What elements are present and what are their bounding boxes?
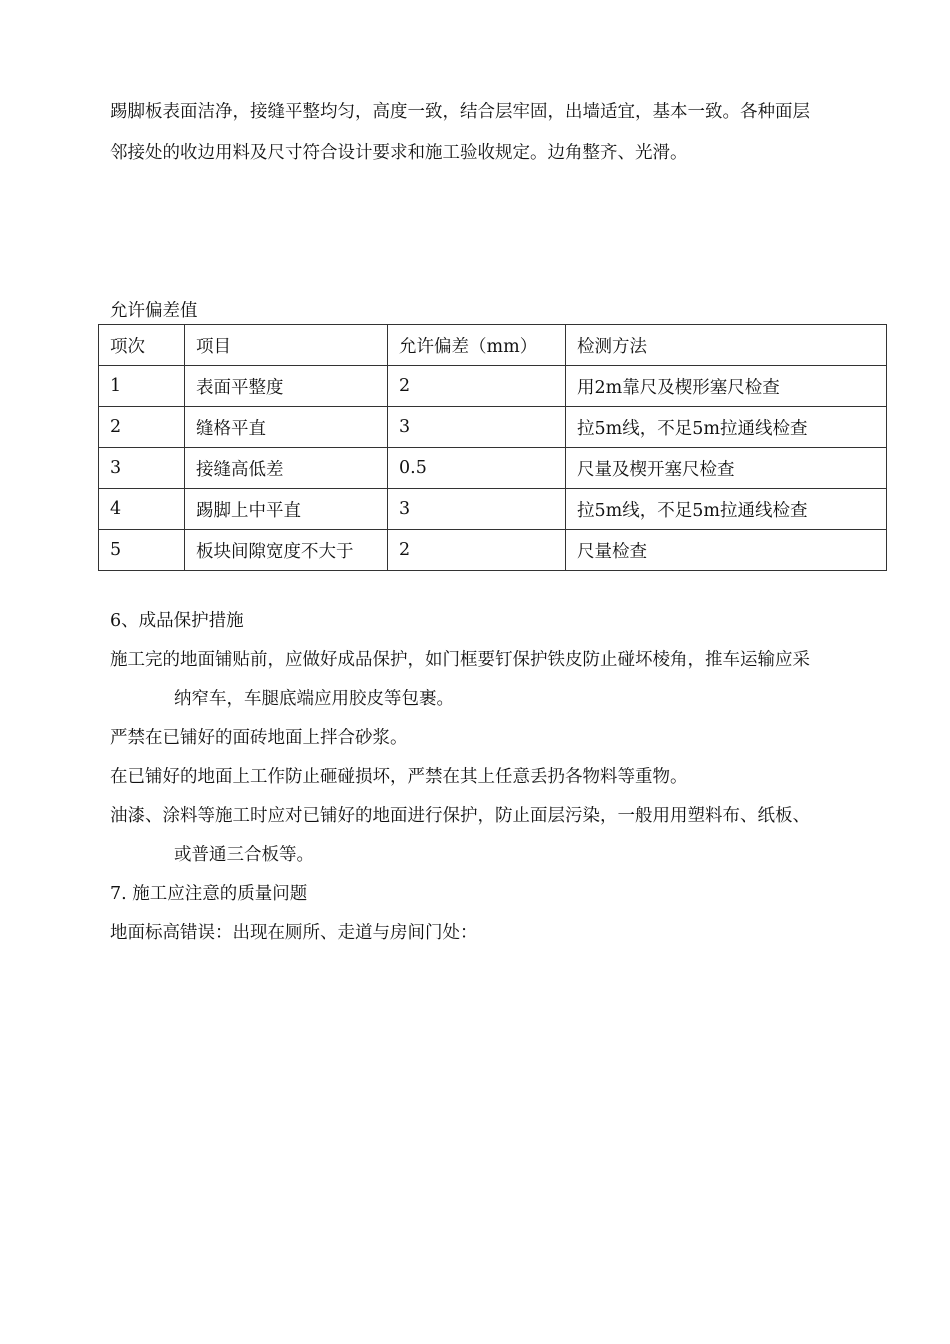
- table-cell: 用2m靠尺及楔形塞尺检查: [566, 366, 887, 407]
- table-caption: 允许偏差值: [110, 301, 198, 321]
- table-cell: 尺量及楔开塞尺检查: [566, 448, 887, 489]
- protection-section: [110, 602, 890, 953]
- table-row: [99, 407, 887, 448]
- table-cell: 2: [388, 366, 566, 407]
- section-6-item-1-line-1: 施工完的地面铺贴前，应做好成品保护，如门框要钉保护铁皮防止碰坏棱角，推车运输应采: [110, 650, 810, 670]
- table-header-row: [99, 325, 887, 366]
- table-cell: 2: [99, 407, 185, 448]
- table-row: [99, 489, 887, 530]
- table-cell: 1: [99, 366, 185, 407]
- table-cell: 板块间隙宽度不大于: [185, 530, 388, 571]
- header-cell-index: 项次: [99, 325, 185, 366]
- deviation-table: [98, 324, 887, 571]
- table-row: [99, 366, 887, 407]
- table-cell: 3: [388, 489, 566, 530]
- intro-line-1: 踢脚板表面洁净，接缝平整均匀，高度一致，结合层牢固，出墙适宜，基本一致。各种面层: [110, 102, 810, 122]
- table-cell: 4: [99, 489, 185, 530]
- table-cell: 尺量检查: [566, 530, 887, 571]
- table-cell: 0.5: [388, 448, 566, 489]
- table-cell: 缝格平直: [185, 407, 388, 448]
- table-cell: 表面平整度: [185, 366, 388, 407]
- table-row: [99, 530, 887, 571]
- table-cell: 接缝高低差: [185, 448, 388, 489]
- header-cell-item: 项目: [185, 325, 388, 366]
- table-cell: 拉5m线，不足5m拉通线检查: [566, 407, 887, 448]
- section-7-heading: 7. 施工应注意的质量问题: [110, 884, 308, 904]
- table-cell: 3: [99, 448, 185, 489]
- intro-line-2: 邻接处的收边用料及尺寸符合设计要求和施工验收规定。边角整齐、光滑。: [110, 143, 688, 163]
- table-cell: 拉5m线，不足5m拉通线检查: [566, 489, 887, 530]
- table-cell: 3: [388, 407, 566, 448]
- section-6-item-2: 严禁在已铺好的面砖地面上拌合砂浆。: [110, 728, 408, 748]
- section-6-item-3: 在已铺好的地面上工作防止砸碰损坏，严禁在其上任意丢扔各物料等重物。: [110, 767, 688, 787]
- section-7-item-1: 地面标高错误：出现在厕所、走道与房间门处：: [110, 923, 478, 943]
- header-cell-tolerance: 允许偏差（mm）: [388, 325, 566, 366]
- header-cell-method: 检测方法: [566, 325, 887, 366]
- section-6-item-1-line-2: 纳窄车，车腿底端应用胶皮等包裹。: [174, 689, 454, 709]
- table-cell: 5: [99, 530, 185, 571]
- intro-paragraph: [110, 92, 890, 174]
- table-cell: 踢脚上中平直: [185, 489, 388, 530]
- section-6-item-4-line-2: 或普通三合板等。: [174, 845, 314, 865]
- table-row: [99, 448, 887, 489]
- section-6-heading: 6、成品保护措施: [110, 611, 244, 631]
- section-6-item-4-line-1: 油漆、涂料等施工时应对已铺好的地面进行保护，防止面层污染，一般用用塑料布、纸板、: [110, 806, 810, 826]
- table-cell: 2: [388, 530, 566, 571]
